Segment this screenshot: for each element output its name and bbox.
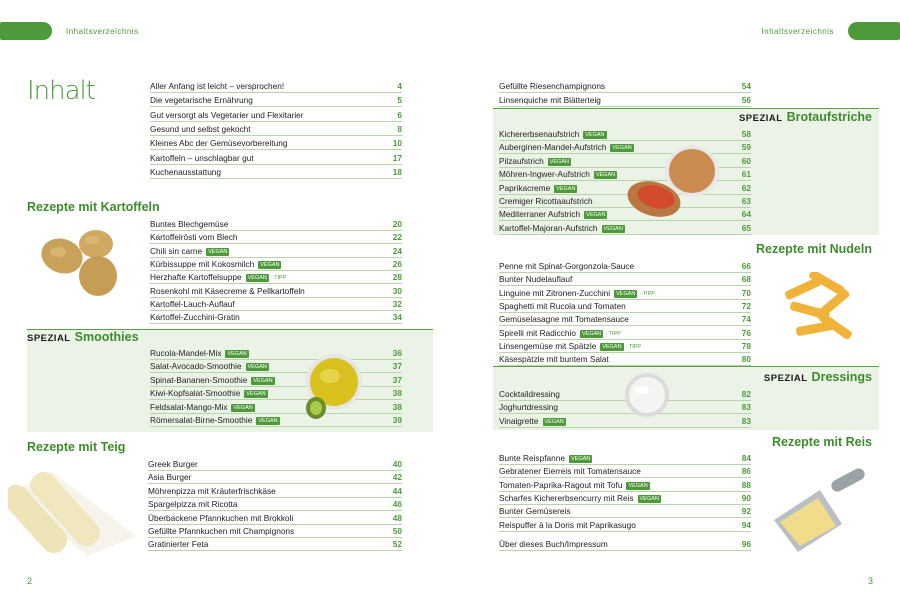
brotaufstriche-heading xyxy=(739,110,872,124)
smoothies-heading xyxy=(27,330,139,344)
vegan-badge: VEGAN xyxy=(616,290,636,297)
toc-entry-page: 34 xyxy=(392,312,402,323)
toc-entry-title xyxy=(150,374,275,386)
toc-entry[interactable] xyxy=(150,401,402,414)
toc-entry-title xyxy=(499,353,609,365)
toc-entry-page: 86 xyxy=(741,466,751,477)
toc-entry-title xyxy=(499,222,625,234)
vegan-badge: VEGAN xyxy=(639,495,659,502)
toc-entry-page: 61 xyxy=(741,169,751,180)
smoothie-glass-image xyxy=(302,352,364,422)
page-number-right: 3 xyxy=(867,576,873,586)
spezial-label: SPEZIAL xyxy=(27,333,71,344)
tipp-label: · TIPP xyxy=(625,343,642,350)
toc-entry[interactable] xyxy=(150,298,402,311)
entry-title-text: Kichererbsenaufstrich xyxy=(499,129,580,139)
toc-entry-page: 38 xyxy=(392,388,402,399)
toc-entry-page: 63 xyxy=(741,196,751,206)
toc-entry-page: 40 xyxy=(392,459,402,469)
page-number-left: 2 xyxy=(27,576,33,586)
toc-entry-page: 20 xyxy=(392,219,402,229)
toc-entry[interactable] xyxy=(150,109,402,122)
toc-entry-page: 38 xyxy=(392,401,402,412)
dressings-band-line xyxy=(493,366,879,367)
entry-title-text: Kartoffelrösti vom Blech xyxy=(150,232,238,243)
toc-entry-page: 36 xyxy=(392,348,402,358)
header-title-right: Inhaltsverzeichnis xyxy=(761,27,834,36)
toc-entry-page: 10 xyxy=(392,138,402,149)
entry-title-text: Bunter Gemüsereis xyxy=(499,506,571,517)
entry-title-text: Rucola-Mandel-Mix xyxy=(150,348,222,358)
toc-entry[interactable] xyxy=(499,519,751,532)
toc-entry-page: 50 xyxy=(392,526,402,536)
entry-title-text: Kuchenausstattung xyxy=(150,166,222,177)
entry-title-text: Spirelli mit Radicchio xyxy=(499,327,577,338)
vegan-badge: VEGAN xyxy=(556,185,576,192)
entry-title-text: Pilzaufstrich xyxy=(499,155,544,166)
vegan-badge: VEGAN xyxy=(603,225,623,232)
toc-entry[interactable] xyxy=(499,273,751,286)
toc-entry[interactable] xyxy=(499,260,751,273)
toc-entry[interactable] xyxy=(150,123,402,136)
toc-entry-title xyxy=(499,80,605,92)
toc-entry-title xyxy=(499,168,617,180)
entry-title-text: Spinat-Bananen-Smoothie xyxy=(150,374,248,385)
toc-entry-title xyxy=(150,218,228,230)
toc-entry[interactable] xyxy=(499,287,751,300)
toc-entry-title xyxy=(499,182,577,194)
header-title-left: Inhaltsverzeichnis xyxy=(66,27,139,36)
entry-title-text: Gesund und selbst gekocht xyxy=(150,123,251,134)
vegan-badge: VEGAN xyxy=(595,172,616,179)
toc-entry[interactable] xyxy=(499,128,751,141)
entry-title-text: Käsespätzle mit buntem Salat xyxy=(499,354,609,365)
toc-entry-title xyxy=(150,347,249,359)
toc-entry-page: 56 xyxy=(741,94,751,105)
toc-entry-title xyxy=(150,166,221,178)
entry-title-text: Möhrenpizza mit Kräuterfrischkäse xyxy=(148,485,276,496)
vegan-badge: VEGAN xyxy=(612,145,632,152)
toc-entry-title xyxy=(499,273,572,285)
toc-entry-page: 42 xyxy=(392,472,402,483)
toc-entry-page: 17 xyxy=(392,152,402,163)
entry-title-text: Bunter Nudelauflauf xyxy=(499,274,573,285)
toc-entry[interactable] xyxy=(150,137,402,150)
toc-entry-page: 54 xyxy=(741,81,751,91)
toc-entry-page: 94 xyxy=(741,519,751,530)
toc-entry[interactable] xyxy=(150,311,402,324)
spread-image xyxy=(624,143,724,223)
toc-entry[interactable] xyxy=(150,231,402,244)
penne-image xyxy=(778,272,860,348)
toc-entry-title xyxy=(499,195,593,207)
toc-entry-title xyxy=(150,387,268,399)
entry-title-text: Scharfes Kichererbsencurry mit Reis xyxy=(499,492,634,503)
toc-entry-title xyxy=(150,298,235,310)
toc-entry-title xyxy=(499,519,636,531)
entry-title-text: Linsenquiche mit Blätterteig xyxy=(499,94,601,105)
toc-entry-title xyxy=(499,465,641,477)
toc-entry[interactable] xyxy=(499,492,751,505)
toc-entry[interactable] xyxy=(499,479,751,492)
vegan-badge: VEGAN xyxy=(544,418,564,425)
toc-entry-page: 74 xyxy=(741,314,751,325)
toc-entry[interactable] xyxy=(148,525,402,538)
toc-entry[interactable] xyxy=(499,505,751,518)
toc-entry-title xyxy=(499,128,607,140)
toc-entry-page: 30 xyxy=(392,285,402,296)
rice-scoop-image xyxy=(768,468,872,554)
toc-entry-title xyxy=(150,152,254,164)
toc-entry-page: 76 xyxy=(741,327,751,338)
entry-title-text: Greek Burger xyxy=(148,459,198,469)
toc-entry-title xyxy=(499,505,570,517)
toc-entry-title xyxy=(499,388,560,400)
toc-entry[interactable] xyxy=(150,360,402,373)
toc-entry[interactable] xyxy=(148,458,402,471)
dough-image xyxy=(8,458,138,558)
toc-entry[interactable] xyxy=(499,340,751,353)
toc-entry-page: 84 xyxy=(741,453,751,463)
vegan-badge: VEGAN xyxy=(247,275,267,282)
toc-entry-title xyxy=(499,141,634,153)
toc-entry-page: 39 xyxy=(392,415,402,425)
teig-heading: Rezepte mit Teig xyxy=(27,440,126,454)
toc-entry-title xyxy=(499,479,650,491)
toc-entry-page: 28 xyxy=(392,272,402,283)
entry-title-text: Kiwi-Kopfsalat-Smoothie xyxy=(150,388,241,399)
entry-title-text: Salat-Avocado-Smoothie xyxy=(150,361,242,372)
toc-entry-title xyxy=(150,231,237,243)
entry-title-text: Über dieses Buch/Impressum xyxy=(499,539,608,549)
entry-title-text: Gebratener Eierreis mit Tomatensauce xyxy=(499,466,641,477)
toc-entry-page: 70 xyxy=(741,287,751,298)
toc-entry[interactable] xyxy=(499,538,751,551)
toc-entry-title xyxy=(150,94,253,106)
vegan-badge: VEGAN xyxy=(208,248,228,255)
entry-title-text: Cocktaildressing xyxy=(499,389,560,399)
toc-entry-page: 46 xyxy=(392,499,402,510)
entry-title-text: Reispuffer à la Doris mit Paprikasugo xyxy=(499,519,636,530)
toc-entry[interactable] xyxy=(148,485,402,498)
vegan-badge: VEGAN xyxy=(585,132,605,138)
toc-entry-title xyxy=(150,109,304,121)
toc-entry[interactable] xyxy=(150,387,402,400)
entry-title-text: Römersalat-Birne-Smoothie xyxy=(150,415,253,425)
vegan-badge: VEGAN xyxy=(253,377,273,384)
toc-entry-title xyxy=(499,94,601,106)
potatoes-image xyxy=(36,226,126,302)
dressings-heading xyxy=(764,370,872,384)
vegan-badge: VEGAN xyxy=(260,261,280,268)
toc-entry-title xyxy=(499,492,661,504)
toc-entry-page: 37 xyxy=(392,361,402,372)
entry-title-text: Spaghetti mit Rucola und Tomaten xyxy=(499,300,626,311)
vegan-badge: VEGAN xyxy=(570,456,591,462)
entry-title-text: Kartoffel-Zucchini-Gratin xyxy=(150,312,240,323)
entry-title-text: Möhren-Ingwer-Aufstrich xyxy=(499,169,590,180)
toc-entry-title xyxy=(148,485,276,497)
toc-entry-page: 96 xyxy=(741,539,751,549)
toc-entry-page: 26 xyxy=(392,258,402,269)
toc-entry[interactable] xyxy=(499,465,751,478)
entry-title-text: Linguine mit Zitronen-Zucchini xyxy=(499,287,611,298)
toc-entry[interactable] xyxy=(499,300,751,313)
entry-title-text: Gemüselasagne mit Tomatensauce xyxy=(499,314,629,325)
entry-title-text: Gefüllte Riesenchampignons xyxy=(499,81,606,91)
toc-entry-title xyxy=(499,208,607,220)
vegan-badge: VEGAN xyxy=(227,351,247,357)
toc-entry-title xyxy=(499,300,626,312)
entry-title-text: Überbackene Pfannkuchen mit Brokkoli xyxy=(148,512,294,523)
toc-entry[interactable] xyxy=(150,80,402,93)
toc-entry[interactable] xyxy=(150,374,402,387)
toc-entry-page: 72 xyxy=(741,300,751,311)
spezial-label: SPEZIAL xyxy=(763,373,808,384)
toc-entry-title xyxy=(148,538,208,550)
toc-entry-page: 65 xyxy=(741,222,751,233)
toc-entry-title xyxy=(150,271,286,284)
entry-title-text: Kartoffel-Majoran-Aufstrich xyxy=(499,222,598,233)
vegan-badge: VEGAN xyxy=(247,364,267,371)
toc-entry[interactable] xyxy=(148,471,402,484)
toc-entry-page: 8 xyxy=(397,123,402,134)
toc-entry-title xyxy=(150,137,287,149)
entry-title-text: Paprikacreme xyxy=(499,182,551,193)
toc-entry-title xyxy=(150,311,240,323)
vegan-badge: VEGAN xyxy=(549,158,569,165)
toc-entry[interactable] xyxy=(150,166,402,179)
entry-title-text: Kleines Abc der Gemüsevorbereitung xyxy=(150,138,288,149)
toc-entry-page: 18 xyxy=(392,166,402,177)
vegan-badge: VEGAN xyxy=(602,343,622,350)
toc-entry-title xyxy=(499,340,641,353)
entry-title-text: Spargelpizza mit Ricotta xyxy=(148,499,238,510)
toc-entry-title xyxy=(150,401,255,413)
toc-entry-page: 78 xyxy=(741,340,751,351)
toc-entry[interactable] xyxy=(148,538,402,551)
toc-entry-page: 83 xyxy=(741,402,751,413)
toc-entry[interactable] xyxy=(150,94,402,107)
toc-entry-page: 83 xyxy=(741,415,751,426)
toc-entry-title xyxy=(148,471,191,483)
entry-title-text: Die vegetarische Ernährung xyxy=(150,95,253,106)
toc-entry-page: 59 xyxy=(741,142,751,153)
toc-entry[interactable] xyxy=(150,258,402,271)
entry-title-text: Chili sin carne xyxy=(150,245,203,256)
toc-entry[interactable] xyxy=(150,218,402,231)
entry-title-text: Herzhafte Kartoffelsuppe xyxy=(150,272,242,283)
toc-entry-page: 82 xyxy=(741,389,751,399)
toc-entry-title xyxy=(148,525,294,537)
entry-title-text: Aller Anfang ist leicht – versprochen! xyxy=(150,81,285,91)
entry-title-text: Kürbissuppe mit Kokosmilch xyxy=(150,258,255,269)
toc-entry-title xyxy=(148,498,237,510)
toc-entry-page: 60 xyxy=(741,155,751,166)
toc-entry[interactable] xyxy=(499,353,751,366)
vegan-badge: VEGAN xyxy=(582,330,602,337)
toc-entry-page: 52 xyxy=(392,539,402,550)
toc-entry[interactable] xyxy=(150,347,402,360)
toc-entry-page: 6 xyxy=(397,109,402,120)
spezial-label: SPEZIAL xyxy=(738,113,783,124)
entry-title-text: Penne mit Spinat-Gorgonzola-Sauce xyxy=(499,261,635,271)
toc-entry-title xyxy=(499,415,566,427)
toc-entry-title xyxy=(150,258,281,270)
toc-entry-title xyxy=(499,260,634,272)
toc-entry-title xyxy=(150,285,305,297)
toc-entry[interactable] xyxy=(150,414,402,427)
entry-title-text: Gefüllte Pfannkuchen mit Champignons xyxy=(148,526,295,536)
toc-entry[interactable] xyxy=(148,498,402,511)
dressings-title: Dressings xyxy=(811,370,872,384)
entry-title-text: Buntes Blechgemüse xyxy=(150,219,229,229)
toc-entry-title xyxy=(150,414,280,426)
toc-entry-title xyxy=(150,245,229,257)
brotaufstriche-band-line xyxy=(493,108,879,109)
toc-entry-title xyxy=(499,401,558,413)
vegan-badge: VEGAN xyxy=(233,404,253,411)
entry-title-text: Kartoffel-Lauch-Auflauf xyxy=(150,298,235,309)
toc-entry-page: 92 xyxy=(741,506,751,517)
kartoffeln-heading: Rezepte mit Kartoffeln xyxy=(27,200,160,214)
entry-title-text: Gut versorgt als Vegetarier und Flexitarier xyxy=(150,109,304,120)
toc-entry-title xyxy=(148,458,198,470)
toc-entry[interactable] xyxy=(499,327,751,340)
page-title: Inhalt xyxy=(27,76,95,106)
entry-title-text: Kartoffeln – unschlagbar gut xyxy=(150,152,254,163)
toc-entry-page: 44 xyxy=(392,485,402,496)
entry-title-text: Auberginen-Mandel-Aufstrich xyxy=(499,142,607,153)
vegan-badge: VEGAN xyxy=(628,482,648,489)
toc-entry-title xyxy=(499,155,571,167)
toc-entry-page: 80 xyxy=(741,354,751,365)
toc-entry-page: 58 xyxy=(741,129,751,139)
toc-entry-title xyxy=(499,327,621,340)
toc-entry[interactable] xyxy=(499,94,751,107)
header-brush-left xyxy=(0,22,52,40)
toc-entry-title xyxy=(150,80,284,92)
toc-entry[interactable] xyxy=(150,245,402,258)
toc-entry-page: 62 xyxy=(741,182,751,193)
entry-title-text: Tomaten-Paprika-Ragout mit Tofu xyxy=(499,479,623,490)
toc-entry-page: 4 xyxy=(397,81,402,91)
entry-title-text: Cremiger Ricottaaufstrich xyxy=(499,196,593,206)
toc-entry-title xyxy=(499,452,592,464)
tipp-label: · TIPP xyxy=(639,290,655,297)
brotaufstriche-title: Brotaufstriche xyxy=(786,110,872,124)
toc-entry-page: 64 xyxy=(741,209,751,220)
vegan-badge: VEGAN xyxy=(258,418,278,424)
entry-title-text: Mediterraner Aufstrich xyxy=(499,209,581,220)
toc-entry[interactable] xyxy=(148,512,402,525)
toc-entry-title xyxy=(150,360,269,372)
entry-title-text: Feldsalat-Mango-Mix xyxy=(150,401,228,412)
tipp-label: · TIPP xyxy=(270,275,287,282)
toc-entry-title xyxy=(499,287,655,300)
tipp-label: · TIPP xyxy=(605,330,621,337)
toc-entry-page: 90 xyxy=(741,492,751,503)
entry-title-text: Asia Burger xyxy=(148,472,192,483)
toc-entry[interactable] xyxy=(150,285,402,298)
entry-title-text: Rosenkohl mit Käsecreme & Pellkartoffeln xyxy=(150,285,305,296)
toc-entry-page: 66 xyxy=(741,261,751,271)
toc-entry[interactable] xyxy=(499,452,751,465)
toc-entry[interactable] xyxy=(150,271,402,284)
toc-entry-title xyxy=(499,538,608,550)
smoothies-title: Smoothies xyxy=(74,330,139,344)
toc-entry-page: 32 xyxy=(392,298,402,309)
toc-entry[interactable] xyxy=(499,313,751,326)
vegan-badge: VEGAN xyxy=(246,391,266,398)
entry-title-text: Bunte Reispfanne xyxy=(499,453,565,463)
entry-title-text: Joghurtdressing xyxy=(499,402,559,413)
header-brush-right xyxy=(848,22,900,40)
entry-title-text: Vinaigrette xyxy=(499,415,539,426)
reis-heading: Rezepte mit Reis xyxy=(771,435,872,449)
toc-entry[interactable] xyxy=(150,152,402,165)
toc-entry-title xyxy=(148,512,293,524)
toc-entry-page: 22 xyxy=(392,232,402,243)
entry-title-text: Gratinierter Feta xyxy=(148,539,209,550)
toc-entry-title xyxy=(499,313,629,325)
toc-entry-title xyxy=(150,123,251,135)
toc-entry-page: 88 xyxy=(741,479,751,490)
toc-entry-page: 68 xyxy=(741,274,751,285)
toc-entry[interactable] xyxy=(499,222,751,235)
entry-title-text: Linsengemüse mit Spätzle xyxy=(499,340,597,351)
toc-entry-page: 37 xyxy=(392,374,402,385)
vegan-badge: VEGAN xyxy=(586,212,606,219)
toc-entry-page: 24 xyxy=(392,245,402,256)
toc-entry-page: 48 xyxy=(392,512,402,523)
dressing-bowl-image xyxy=(624,372,670,418)
toc-entry[interactable] xyxy=(499,80,751,93)
nudeln-heading: Rezepte mit Nudeln xyxy=(756,242,872,256)
toc-entry-page: 5 xyxy=(397,95,402,106)
